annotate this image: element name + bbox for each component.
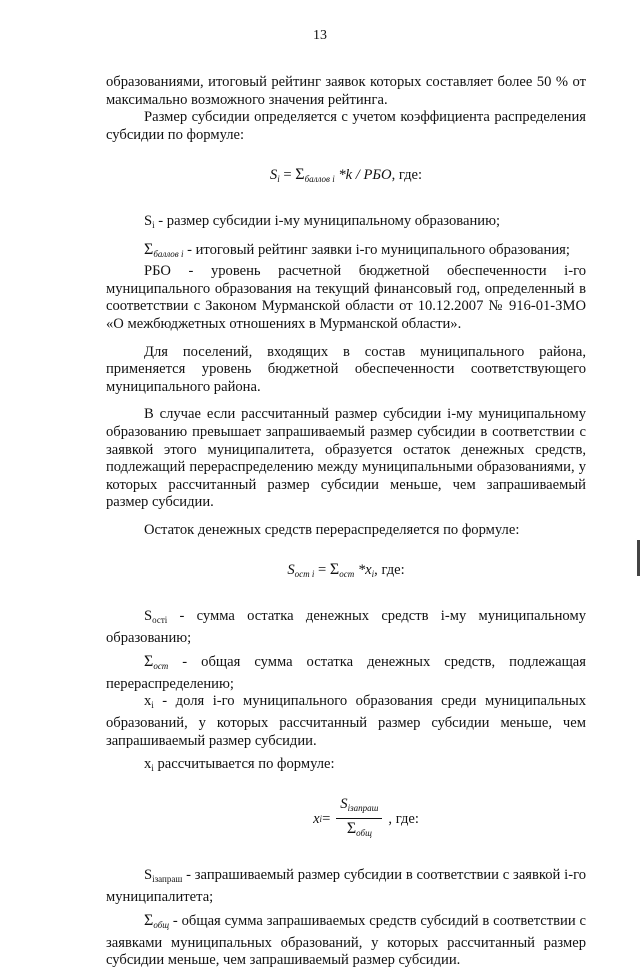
- def-sigma-symbol: Σ: [144, 240, 154, 258]
- formula3-denominator: [343, 819, 376, 843]
- def-sost-symbol: S: [144, 608, 153, 625]
- formula-remainder: [106, 561, 586, 584]
- def-szapr-text: - запрашиваемый размер субсидии в соответствии с заявкой i-го муниципалитета;: [106, 867, 586, 905]
- formula1-eq: =: [279, 167, 296, 184]
- def-sigma-obsh-sub: общ: [153, 920, 170, 931]
- formula2-sigma: Σ: [329, 561, 340, 579]
- formula3-lhs-sub: i: [319, 813, 323, 824]
- definition-szapr: [106, 867, 586, 906]
- def-si-text: - размер субсидии i-му муниципальному образованию;: [154, 212, 501, 229]
- formula3-lhs: x: [313, 810, 320, 827]
- definition-rbo: РБО - уровень расчетной бюджетной обеспеченности i-го муниципального образования на текущий финансовый год, определенный в соответствии с Законом Мурманской области от 10.12.2007 № 916-01-ЗМО «О межбюджетных отношениях в Мурманской области».: [106, 263, 586, 332]
- paragraph-rating-threshold: образованиями, итоговый рейтинг заявок которых составляет более 50 % от максимально возможного значения рейтинга.: [106, 74, 586, 108]
- def-sigma-ost-symbol: Σ: [144, 653, 154, 671]
- formula1-lhs-sub: i: [277, 174, 280, 185]
- def-sigma-ost-text: - общая сумма остатка денежных средств, подлежащая перераспределению;: [106, 654, 586, 692]
- paragraph-settlements: Для поселений, входящих в состав муниципального района, применяется уровень бюджетной обеспеченности соответствующего муниципального района.: [106, 343, 586, 395]
- formula-share: [146, 796, 586, 843]
- definition-sost: [106, 608, 586, 647]
- def-sost-sub: остi: [152, 615, 168, 626]
- formula1-rhs: *k / РБО: [334, 167, 392, 184]
- definition-sigma-obsh: [106, 912, 586, 970]
- paragraph-case-excess: В случае если рассчитанный размер субсидии i-му муниципальному образованию превышает запрашиваемый размер субсидии в соответствии с заявкой этого муниципалитета, образуется остаток денежных средств, подлежащий перераспределению между муниципальными образованиями, у которых рассчитанный размер субсидии меньше, чем запрашиваемый размер субсидии.: [106, 406, 586, 511]
- formula2-rhs-sub: i: [371, 569, 375, 580]
- document-body: [106, 74, 586, 970]
- definition-sigma-ost: [106, 653, 586, 693]
- paragraph-xi-calc: [106, 756, 586, 778]
- formula1-lhs: S: [269, 167, 278, 184]
- def-si-symbol: S: [144, 212, 153, 229]
- formula3-eq: =: [322, 810, 331, 827]
- formula3-fraction: [336, 796, 382, 843]
- formula2-lhs: S: [287, 562, 295, 579]
- formula3-num-symbol: S: [340, 795, 348, 812]
- formula1-sigma: Σ: [295, 166, 305, 184]
- paragraph-subsidy-size: Размер субсидии определяется с учетом коэффициента распределения субсидии по формуле:: [106, 109, 586, 143]
- formula3-den-sub: общ: [356, 828, 372, 839]
- def-xi-sub: i: [151, 700, 154, 711]
- formula3-numerator: [336, 796, 382, 820]
- formula3-num-sub: iзапраш: [347, 802, 379, 813]
- paragraph-remainder: Остаток денежных средств перераспределяется по формуле:: [144, 521, 520, 538]
- xi-calc-sub: i: [151, 763, 154, 774]
- formula1-tail: , где:: [391, 167, 423, 184]
- definition-si: [106, 213, 586, 235]
- formula2-eq: =: [314, 562, 330, 579]
- formula3-den-symbol: Σ: [346, 820, 357, 838]
- def-szapr-sub: iзапраш: [152, 874, 183, 884]
- def-sigma-text: - итоговый рейтинг заявки i-го муниципального образования;: [183, 241, 570, 258]
- def-sigma-sub: баллов i: [153, 248, 184, 259]
- page-number: 13: [313, 28, 327, 43]
- formula1-sigma-sub: баллов i: [304, 174, 335, 185]
- xi-calc-symbol: x: [144, 756, 152, 773]
- def-sigma-obsh-text: - общая сумма запрашиваемых средств субсидий в соответствии с заявками муниципальных образований, у которых рассчитанный размер субсидии меньше, чем запрашиваемый размер субсидии.: [106, 913, 586, 969]
- formula2-lhs-sub: ост i: [294, 569, 315, 580]
- definition-sigma-points: [106, 241, 586, 264]
- formula2-tail: , где:: [374, 562, 405, 579]
- formula-subsidy: [106, 166, 586, 189]
- formula2-sigma-sub: ост: [339, 569, 355, 580]
- xi-calc-text: рассчитывается по формуле:: [153, 756, 335, 773]
- def-sigma-obsh-symbol: Σ: [144, 912, 154, 930]
- formula2-rhs: *x: [354, 562, 372, 579]
- def-xi-symbol: x: [144, 693, 152, 710]
- def-sost-text: - сумма остатка денежных средств i-му муниципальному образованию;: [106, 608, 586, 646]
- def-si-sub: i: [152, 219, 155, 230]
- def-szapr-symbol: S: [144, 867, 153, 883]
- definition-xi: [106, 693, 586, 750]
- formula3-tail: , где:: [388, 810, 419, 827]
- def-xi-text: - доля i-го муниципального образования среди муниципальных образований, у которых рассчитанный размер субсидии меньше, чем запрашиваемый размер субсидии.: [106, 693, 586, 749]
- def-sigma-ost-sub: ост: [153, 661, 169, 672]
